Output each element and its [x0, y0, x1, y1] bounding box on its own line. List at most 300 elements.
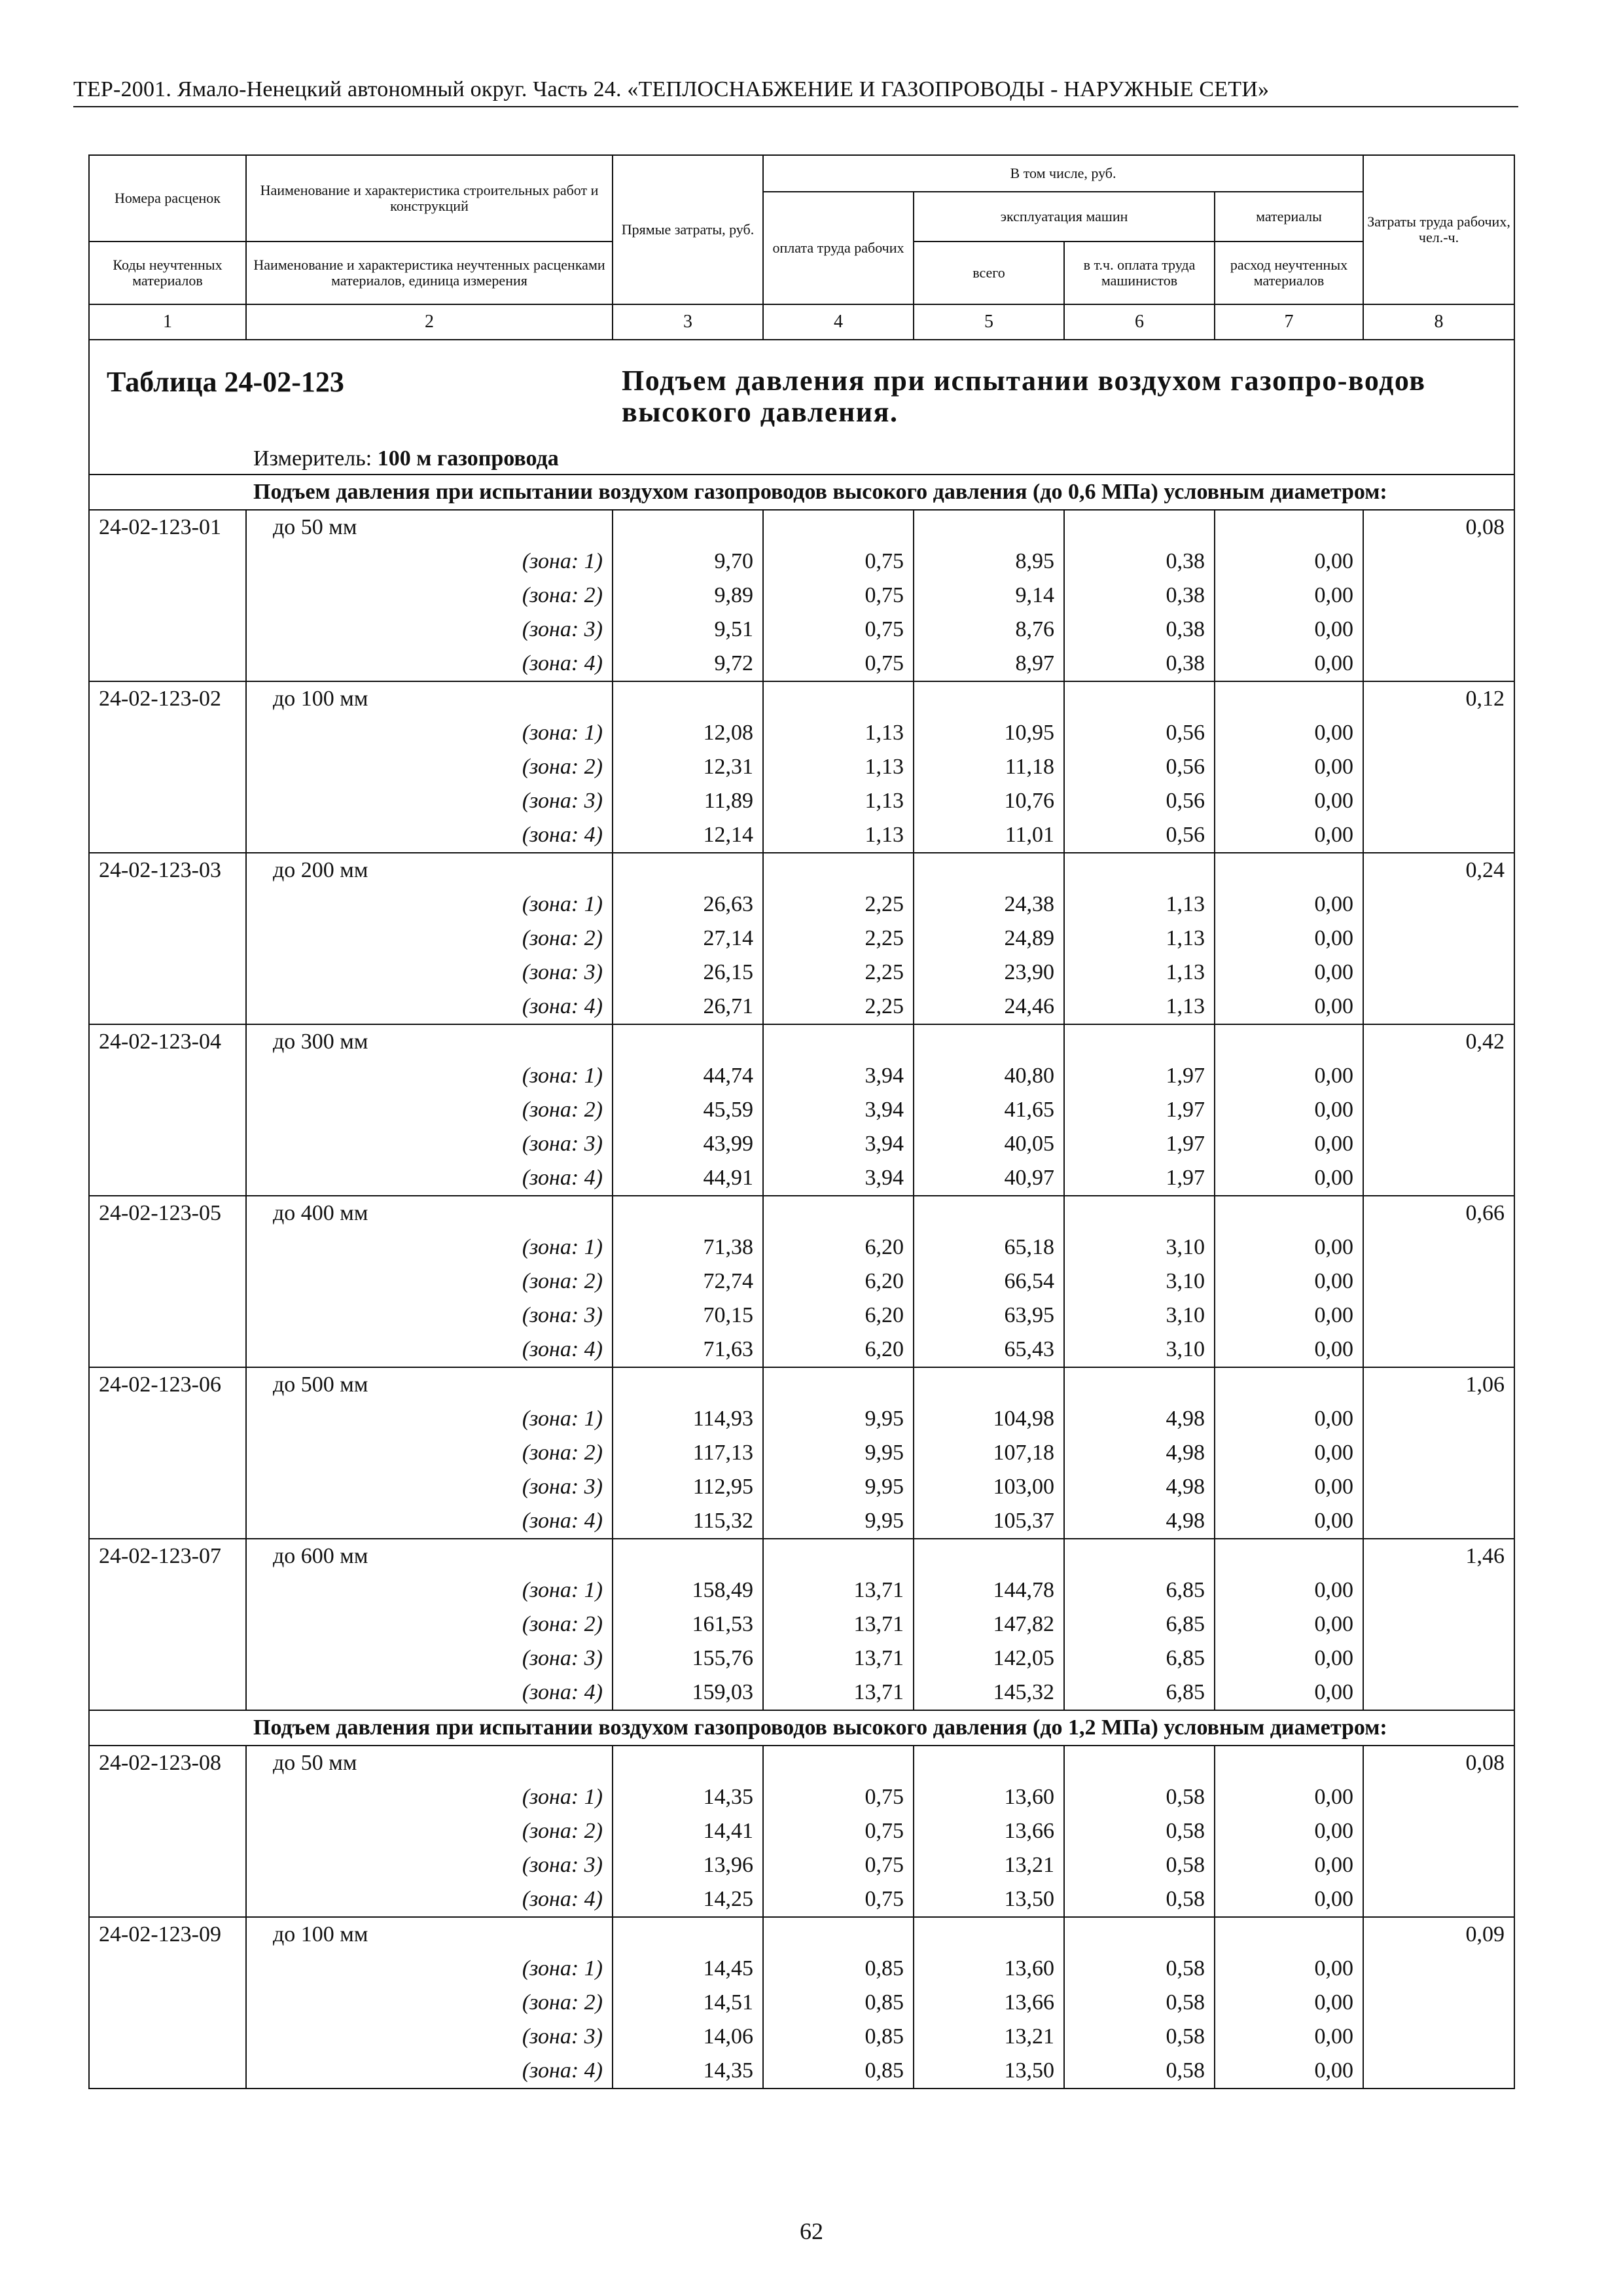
col-num: 3	[613, 304, 763, 340]
labor-wages: 1,13	[763, 818, 914, 853]
running-header: ТЕР-2001. Ямало-Ненецкий автономный округ. Часть 24. «ТЕПЛОСНАБЖЕНИЕ И ГАЗОПРОВОДЫ - НАРУЖНЫЕ СЕТИ»	[73, 77, 1270, 101]
empty-cell	[613, 1196, 763, 1230]
machinist-wages: 0,56	[1064, 750, 1215, 784]
materials: 0,00	[1215, 613, 1363, 647]
empty-cell	[89, 2054, 246, 2089]
direct-costs: 159,03	[613, 1676, 763, 1710]
zone-label: (зона: 3)	[246, 2020, 613, 2054]
machinist-wages: 0,58	[1064, 1952, 1215, 1986]
zone-label: (зона: 4)	[246, 818, 613, 853]
direct-costs: 26,15	[613, 956, 763, 990]
empty-cell	[89, 750, 246, 784]
labor-wages: 3,94	[763, 1093, 914, 1127]
zone-label: (зона: 1)	[246, 888, 613, 922]
empty-cell	[89, 1402, 246, 1436]
empty-cell	[1363, 545, 1514, 579]
zone-row	[89, 2020, 1514, 2054]
machines-total: 10,95	[914, 716, 1064, 750]
zone-row	[89, 1299, 1514, 1333]
empty-cell	[914, 853, 1064, 888]
zone-label: (зона: 3)	[246, 1470, 613, 1504]
empty-cell	[1215, 1196, 1363, 1230]
zone-row	[89, 1059, 1514, 1093]
col-head-vsego: всего	[914, 242, 1064, 304]
direct-costs: 155,76	[613, 1641, 763, 1676]
zone-label: (зона: 2)	[246, 750, 613, 784]
empty-cell	[89, 1882, 246, 1917]
machinist-wages: 3,10	[1064, 1265, 1215, 1299]
empty-cell	[763, 510, 914, 545]
zone-label: (зона: 3)	[246, 1299, 613, 1333]
labor-wages: 2,25	[763, 922, 914, 956]
zone-label: (зона: 4)	[246, 1676, 613, 1710]
empty-cell	[613, 1539, 763, 1573]
machinist-wages: 0,58	[1064, 1882, 1215, 1917]
machinist-wages: 1,97	[1064, 1161, 1215, 1196]
rate-name: до 50 мм	[246, 510, 613, 545]
col-num: 1	[89, 304, 246, 340]
empty-cell	[1363, 922, 1514, 956]
empty-cell	[89, 2020, 246, 2054]
empty-cell	[1363, 1265, 1514, 1299]
empty-cell	[89, 1780, 246, 1814]
empty-cell	[89, 1299, 246, 1333]
machinist-wages: 0,38	[1064, 579, 1215, 613]
materials: 0,00	[1215, 716, 1363, 750]
direct-costs: 161,53	[613, 1607, 763, 1641]
section-heading: Подъем давления при испытании воздухом газопроводов высокого давления (до 0,6 МПа) условным диаметром:	[89, 475, 1514, 510]
labor-wages: 1,13	[763, 750, 914, 784]
labor-wages: 0,85	[763, 1952, 914, 1986]
labor-cost: 1,06	[1363, 1367, 1514, 1402]
materials: 0,00	[1215, 784, 1363, 818]
empty-cell	[1363, 647, 1514, 681]
zone-label: (зона: 3)	[246, 1848, 613, 1882]
col-head-oplata: оплата труда рабочих	[763, 192, 914, 304]
zone-row	[89, 1882, 1514, 1917]
machines-total: 142,05	[914, 1641, 1064, 1676]
rate-row	[89, 1539, 1514, 1573]
labor-wages: 9,95	[763, 1504, 914, 1539]
labor-wages: 0,75	[763, 613, 914, 647]
machines-total: 8,95	[914, 545, 1064, 579]
machines-total: 24,46	[914, 990, 1064, 1024]
rate-row	[89, 853, 1514, 888]
empty-cell	[613, 1746, 763, 1780]
empty-cell	[763, 1024, 914, 1059]
materials: 0,00	[1215, 545, 1363, 579]
direct-costs: 14,06	[613, 2020, 763, 2054]
empty-cell	[1363, 579, 1514, 613]
rate-code: 24-02-123-03	[89, 853, 246, 888]
zone-row	[89, 1333, 1514, 1367]
zone-row	[89, 1470, 1514, 1504]
zone-row	[89, 1402, 1514, 1436]
empty-cell	[89, 1504, 246, 1539]
empty-cell	[1363, 1676, 1514, 1710]
empty-cell	[1064, 853, 1215, 888]
zone-row	[89, 990, 1514, 1024]
direct-costs: 70,15	[613, 1299, 763, 1333]
empty-cell	[763, 1196, 914, 1230]
zone-label: (зона: 4)	[246, 990, 613, 1024]
machines-total: 65,18	[914, 1230, 1064, 1265]
rate-name: до 300 мм	[246, 1024, 613, 1059]
zone-row	[89, 1161, 1514, 1196]
col-head-vtch: в т.ч. оплата труда машинистов	[1064, 242, 1215, 304]
machinist-wages: 0,56	[1064, 818, 1215, 853]
machinist-wages: 4,98	[1064, 1470, 1215, 1504]
machines-total: 24,38	[914, 888, 1064, 922]
col-head-naim: Наименование и характеристика строительных работ и конструкций	[246, 155, 613, 242]
empty-cell	[1215, 1539, 1363, 1573]
empty-cell	[1064, 1746, 1215, 1780]
machines-total: 104,98	[914, 1402, 1064, 1436]
labor-wages: 13,71	[763, 1641, 914, 1676]
empty-cell	[914, 510, 1064, 545]
table-title: Подъем давления при испытании воздухом газопро-водов высокого давления.	[622, 365, 1426, 429]
rate-code: 24-02-123-06	[89, 1367, 246, 1402]
empty-cell	[1064, 1024, 1215, 1059]
zone-label: (зона: 3)	[246, 784, 613, 818]
empty-cell	[1064, 1917, 1215, 1952]
page-number: 62	[800, 2218, 823, 2244]
labor-wages: 9,95	[763, 1470, 914, 1504]
empty-cell	[1363, 1230, 1514, 1265]
rate-code: 24-02-123-05	[89, 1196, 246, 1230]
machinist-wages: 0,58	[1064, 2020, 1215, 2054]
empty-cell	[89, 1161, 246, 1196]
labor-cost: 0,09	[1363, 1917, 1514, 1952]
zone-label: (зона: 2)	[246, 1814, 613, 1848]
zone-label: (зона: 4)	[246, 1333, 613, 1367]
machines-total: 8,97	[914, 647, 1064, 681]
zone-label: (зона: 2)	[246, 1265, 613, 1299]
rate-code: 24-02-123-09	[89, 1917, 246, 1952]
zone-row	[89, 1607, 1514, 1641]
materials: 0,00	[1215, 1230, 1363, 1265]
materials: 0,00	[1215, 579, 1363, 613]
empty-cell	[914, 681, 1064, 716]
empty-cell	[1363, 1573, 1514, 1607]
zone-row	[89, 1780, 1514, 1814]
materials: 0,00	[1215, 1607, 1363, 1641]
empty-cell	[1363, 1402, 1514, 1436]
empty-cell	[89, 545, 246, 579]
direct-costs: 27,14	[613, 922, 763, 956]
materials: 0,00	[1215, 1814, 1363, 1848]
materials: 0,00	[1215, 922, 1363, 956]
direct-costs: 14,51	[613, 1986, 763, 2020]
empty-cell	[1363, 1952, 1514, 1986]
zone-row	[89, 1230, 1514, 1265]
direct-costs: 71,63	[613, 1333, 763, 1367]
zone-row	[89, 1265, 1514, 1299]
rate-row	[89, 1024, 1514, 1059]
materials: 0,00	[1215, 1573, 1363, 1607]
machines-total: 147,82	[914, 1607, 1064, 1641]
labor-cost: 0,08	[1363, 1746, 1514, 1780]
measure	[253, 446, 559, 471]
machinist-wages: 3,10	[1064, 1299, 1215, 1333]
empty-cell	[1363, 1814, 1514, 1848]
rate-row	[89, 681, 1514, 716]
zone-row	[89, 956, 1514, 990]
machinist-wages: 1,13	[1064, 990, 1215, 1024]
materials: 0,00	[1215, 1882, 1363, 1917]
machinist-wages: 1,13	[1064, 888, 1215, 922]
rate-name: до 400 мм	[246, 1196, 613, 1230]
machines-total: 13,66	[914, 1986, 1064, 2020]
zone-label: (зона: 2)	[246, 1607, 613, 1641]
rate-code: 24-02-123-07	[89, 1539, 246, 1573]
direct-costs: 112,95	[613, 1470, 763, 1504]
materials: 0,00	[1215, 1436, 1363, 1470]
rate-code: 24-02-123-02	[89, 681, 246, 716]
rate-name: до 200 мм	[246, 853, 613, 888]
labor-wages: 0,75	[763, 1814, 914, 1848]
zone-row	[89, 613, 1514, 647]
labor-wages: 2,25	[763, 990, 914, 1024]
empty-cell	[1215, 510, 1363, 545]
rate-code: 24-02-123-01	[89, 510, 246, 545]
materials: 0,00	[1215, 1059, 1363, 1093]
zone-label: (зона: 1)	[246, 1952, 613, 1986]
empty-cell	[89, 1230, 246, 1265]
empty-cell	[1363, 1848, 1514, 1882]
rate-name: до 100 мм	[246, 1917, 613, 1952]
zone-row	[89, 1573, 1514, 1607]
zone-label: (зона: 3)	[246, 1641, 613, 1676]
empty-cell	[89, 1093, 246, 1127]
direct-costs: 14,41	[613, 1814, 763, 1848]
direct-costs: 45,59	[613, 1093, 763, 1127]
empty-cell	[1363, 1093, 1514, 1127]
machinist-wages: 1,97	[1064, 1059, 1215, 1093]
labor-cost: 0,66	[1363, 1196, 1514, 1230]
materials: 0,00	[1215, 1402, 1363, 1436]
empty-cell	[613, 681, 763, 716]
empty-cell	[89, 1952, 246, 1986]
machines-total: 9,14	[914, 579, 1064, 613]
empty-cell	[1363, 1986, 1514, 2020]
zone-label: (зона: 3)	[246, 956, 613, 990]
rate-code: 24-02-123-08	[89, 1746, 246, 1780]
materials: 0,00	[1215, 1470, 1363, 1504]
col-head-zatraty: Затраты труда рабочих, чел.-ч.	[1363, 155, 1514, 304]
empty-cell	[613, 1024, 763, 1059]
col-head-pryamye: Прямые затраты, руб.	[613, 155, 763, 304]
zone-label: (зона: 1)	[246, 545, 613, 579]
zone-label: (зона: 2)	[246, 1093, 613, 1127]
direct-costs: 114,93	[613, 1402, 763, 1436]
machinist-wages: 0,38	[1064, 613, 1215, 647]
materials: 0,00	[1215, 1333, 1363, 1367]
rate-row	[89, 1917, 1514, 1952]
empty-cell	[89, 1436, 246, 1470]
machines-total: 13,60	[914, 1952, 1064, 1986]
zone-label: (зона: 1)	[246, 1402, 613, 1436]
materials: 0,00	[1215, 1848, 1363, 1882]
direct-costs: 9,51	[613, 613, 763, 647]
labor-wages: 3,94	[763, 1059, 914, 1093]
empty-cell	[89, 1059, 246, 1093]
labor-wages: 6,20	[763, 1265, 914, 1299]
rate-name: до 100 мм	[246, 681, 613, 716]
col-num: 2	[246, 304, 613, 340]
labor-wages: 13,71	[763, 1676, 914, 1710]
materials: 0,00	[1215, 647, 1363, 681]
empty-cell	[1215, 853, 1363, 888]
empty-cell	[1215, 1746, 1363, 1780]
zone-label: (зона: 1)	[246, 1780, 613, 1814]
empty-cell	[89, 990, 246, 1024]
zone-row	[89, 1986, 1514, 2020]
empty-cell	[1064, 510, 1215, 545]
materials: 0,00	[1215, 2020, 1363, 2054]
machinist-wages: 1,97	[1064, 1093, 1215, 1127]
zone-row	[89, 2054, 1514, 2089]
zone-row	[89, 818, 1514, 853]
machines-total: 63,95	[914, 1299, 1064, 1333]
labor-wages: 9,95	[763, 1436, 914, 1470]
machinist-wages: 1,97	[1064, 1127, 1215, 1161]
machinist-wages: 4,98	[1064, 1504, 1215, 1539]
machinist-wages: 6,85	[1064, 1676, 1215, 1710]
zone-label: (зона: 4)	[246, 2054, 613, 2089]
labor-wages: 6,20	[763, 1333, 914, 1367]
labor-wages: 1,13	[763, 716, 914, 750]
machinist-wages: 3,10	[1064, 1230, 1215, 1265]
zone-label: (зона: 3)	[246, 613, 613, 647]
labor-wages: 6,20	[763, 1299, 914, 1333]
direct-costs: 44,91	[613, 1161, 763, 1196]
machines-total: 13,66	[914, 1814, 1064, 1848]
machines-total: 40,05	[914, 1127, 1064, 1161]
empty-cell	[613, 510, 763, 545]
materials: 0,00	[1215, 1093, 1363, 1127]
machinist-wages: 4,98	[1064, 1402, 1215, 1436]
empty-cell	[89, 818, 246, 853]
direct-costs: 9,89	[613, 579, 763, 613]
labor-cost: 0,08	[1363, 510, 1514, 545]
col-head-rashod: расход неучтенных материалов	[1215, 242, 1363, 304]
labor-wages: 1,13	[763, 784, 914, 818]
machinist-wages: 1,13	[1064, 922, 1215, 956]
empty-cell	[914, 1367, 1064, 1402]
empty-cell	[763, 1746, 914, 1780]
direct-costs: 115,32	[613, 1504, 763, 1539]
empty-cell	[763, 681, 914, 716]
machinist-wages: 0,58	[1064, 1986, 1215, 2020]
direct-costs: 14,35	[613, 1780, 763, 1814]
zone-row	[89, 1436, 1514, 1470]
zone-label: (зона: 4)	[246, 647, 613, 681]
machines-total: 65,43	[914, 1333, 1064, 1367]
zone-row	[89, 579, 1514, 613]
col-num: 6	[1064, 304, 1215, 340]
labor-wages: 13,71	[763, 1573, 914, 1607]
machinist-wages: 0,58	[1064, 1814, 1215, 1848]
machines-total: 13,21	[914, 2020, 1064, 2054]
labor-cost: 0,42	[1363, 1024, 1514, 1059]
machines-total: 13,60	[914, 1780, 1064, 1814]
empty-cell	[763, 1367, 914, 1402]
zone-label: (зона: 4)	[246, 1161, 613, 1196]
measure-label: Измеритель:	[253, 446, 372, 471]
direct-costs: 14,35	[613, 2054, 763, 2089]
empty-cell	[1363, 1059, 1514, 1093]
empty-cell	[1064, 1367, 1215, 1402]
labor-wages: 0,85	[763, 1986, 914, 2020]
direct-costs: 13,96	[613, 1848, 763, 1882]
zone-row	[89, 1504, 1514, 1539]
empty-cell	[1363, 1161, 1514, 1196]
labor-cost: 1,46	[1363, 1539, 1514, 1573]
empty-cell	[1363, 1127, 1514, 1161]
empty-cell	[1363, 1470, 1514, 1504]
machines-total: 13,50	[914, 2054, 1064, 2089]
machines-total: 23,90	[914, 956, 1064, 990]
materials: 0,00	[1215, 750, 1363, 784]
col-head-kody: Коды неучтенных материалов	[89, 242, 246, 304]
section-heading: Подъем давления при испытании воздухом газопроводов высокого давления (до 1,2 МПа) условным диаметром:	[89, 1710, 1514, 1746]
machinist-wages: 0,56	[1064, 784, 1215, 818]
machines-total: 40,97	[914, 1161, 1064, 1196]
direct-costs: 9,72	[613, 647, 763, 681]
zone-label: (зона: 1)	[246, 1573, 613, 1607]
materials: 0,00	[1215, 888, 1363, 922]
empty-cell	[1064, 681, 1215, 716]
empty-cell	[1363, 1504, 1514, 1539]
direct-costs: 12,31	[613, 750, 763, 784]
zone-row	[89, 922, 1514, 956]
rate-row	[89, 1746, 1514, 1780]
machinist-wages: 6,85	[1064, 1607, 1215, 1641]
materials: 0,00	[1215, 1641, 1363, 1676]
empty-cell	[89, 1676, 246, 1710]
table-title-block	[89, 340, 1514, 475]
zone-label: (зона: 2)	[246, 579, 613, 613]
empty-cell	[1363, 716, 1514, 750]
machines-total: 11,18	[914, 750, 1064, 784]
materials: 0,00	[1215, 1986, 1363, 2020]
machinist-wages: 0,58	[1064, 2054, 1215, 2089]
labor-cost: 0,12	[1363, 681, 1514, 716]
machines-total: 11,01	[914, 818, 1064, 853]
empty-cell	[89, 888, 246, 922]
col-num: 5	[914, 304, 1064, 340]
labor-wages: 6,20	[763, 1230, 914, 1265]
col-head-materialy: материалы	[1215, 192, 1363, 242]
empty-cell	[914, 1917, 1064, 1952]
labor-wages: 0,75	[763, 1882, 914, 1917]
machinist-wages: 0,56	[1064, 716, 1215, 750]
empty-cell	[1363, 818, 1514, 853]
machines-total: 13,50	[914, 1882, 1064, 1917]
header-rule	[73, 106, 1518, 107]
col-head-naim2: Наименование и характеристика неучтенных расценками материалов, единица измерения	[246, 242, 613, 304]
empty-cell	[1363, 1333, 1514, 1367]
empty-cell	[89, 1848, 246, 1882]
empty-cell	[89, 1470, 246, 1504]
empty-cell	[1363, 990, 1514, 1024]
empty-cell	[1363, 1299, 1514, 1333]
empty-cell	[1363, 1436, 1514, 1470]
materials: 0,00	[1215, 1299, 1363, 1333]
zone-row	[89, 1641, 1514, 1676]
empty-cell	[1215, 1367, 1363, 1402]
